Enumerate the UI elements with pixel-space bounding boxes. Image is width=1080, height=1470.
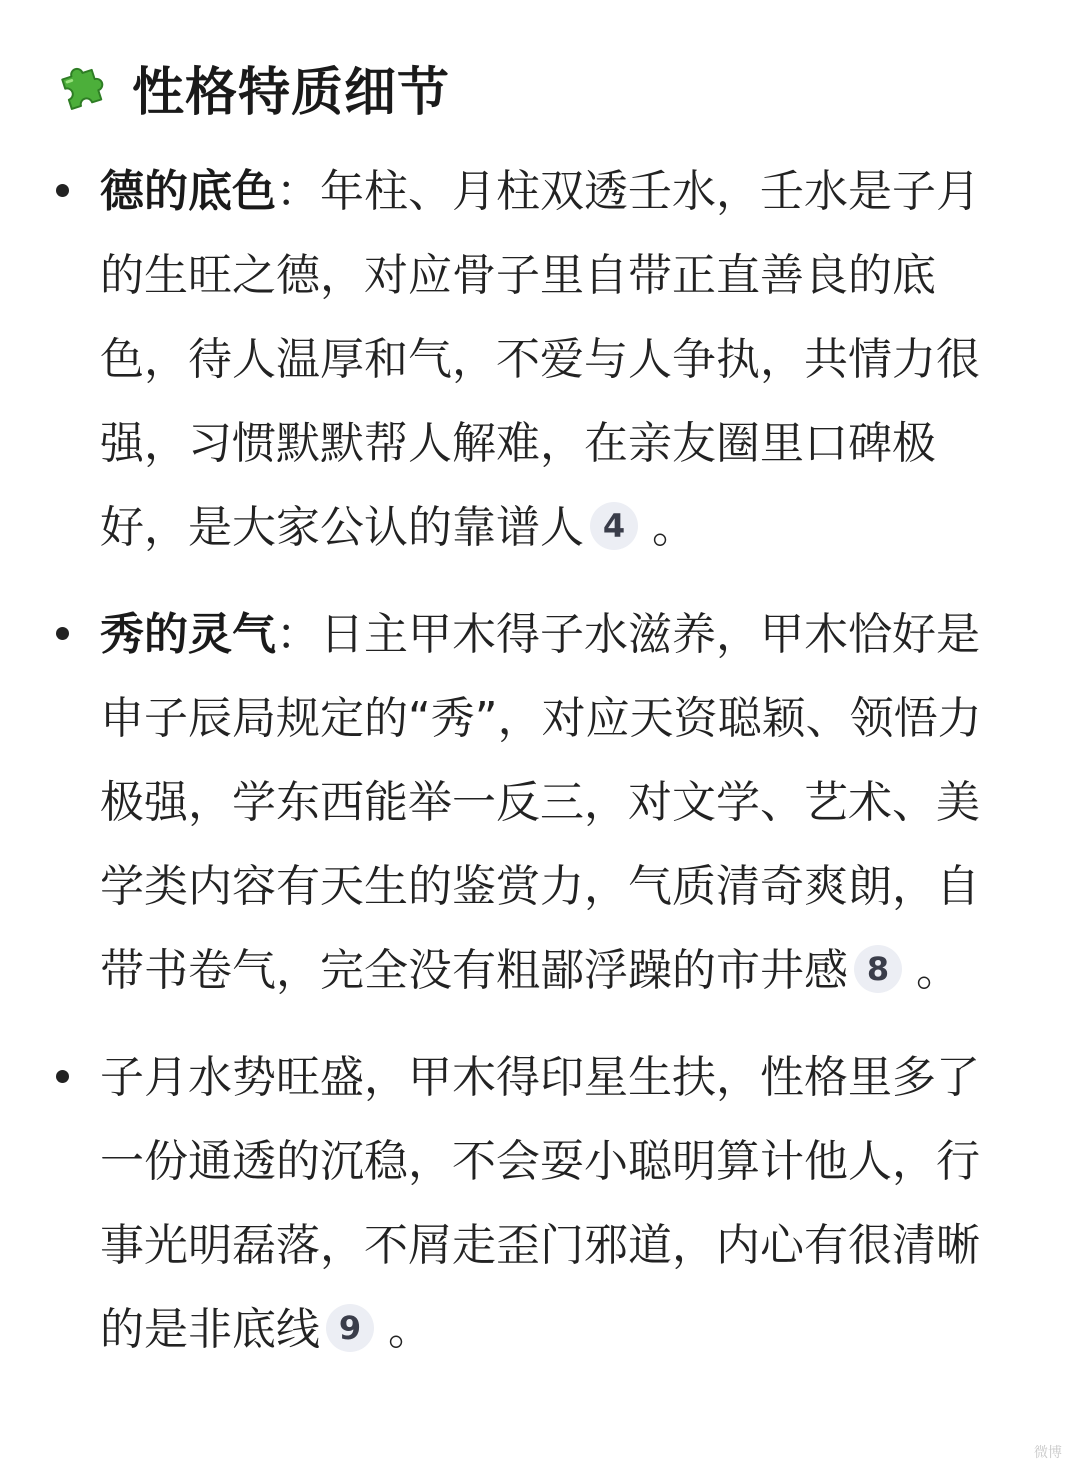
item-separator: ： bbox=[276, 609, 320, 660]
list-item bbox=[0, 150, 1080, 570]
page-title: 性格特质细节 bbox=[132, 62, 451, 123]
item-heading: 德的底色 bbox=[100, 166, 276, 217]
item-text: 日主甲木得子水滋养，甲木恰好是申子辰局规定的“秀”，对应天资聪颖、领悟力极强，学东西能举一反三，对文学、艺术、美学类内容有天生的鉴赏力，气质清奇爽朗，自带书卷气，完全没有粗鄙浮躁的市井感 bbox=[100, 609, 982, 996]
watermark: 微博 bbox=[1034, 1444, 1062, 1460]
list-item bbox=[0, 1036, 1080, 1372]
item-text: 年柱、月柱双透壬水，壬水是子月的生旺之德，对应骨子里自带正直善良的底色，待人温厚和气，不爱与人争执，共情力很强，习惯默默帮人解难，在亲友圈里口碑极好，是大家公认的靠谱人 bbox=[100, 166, 980, 553]
citation-badge[interactable]: 4 bbox=[590, 502, 638, 550]
item-end: 。 bbox=[388, 1304, 432, 1355]
item-text: 子月水势旺盛，甲木得印星生扶，性格里多了一份通透的沉稳，不会耍小聪明算计他人，行事光明磊落，不屑走歪门邪道，内心有很清晰的是非底线 bbox=[100, 1052, 980, 1355]
trait-list bbox=[0, 150, 1080, 1395]
item-separator: ： bbox=[276, 166, 320, 217]
bullet-icon bbox=[56, 1070, 69, 1083]
puzzle-piece-icon bbox=[52, 56, 114, 118]
section-header bbox=[52, 52, 450, 122]
list-item bbox=[0, 593, 1080, 1013]
bullet-icon bbox=[56, 184, 69, 197]
citation-badge[interactable]: 9 bbox=[326, 1304, 374, 1352]
item-end: 。 bbox=[916, 945, 960, 996]
item-heading: 秀的灵气 bbox=[100, 609, 276, 660]
bullet-icon bbox=[56, 627, 69, 640]
item-end: 。 bbox=[652, 502, 696, 553]
citation-badge[interactable]: 8 bbox=[854, 945, 902, 993]
